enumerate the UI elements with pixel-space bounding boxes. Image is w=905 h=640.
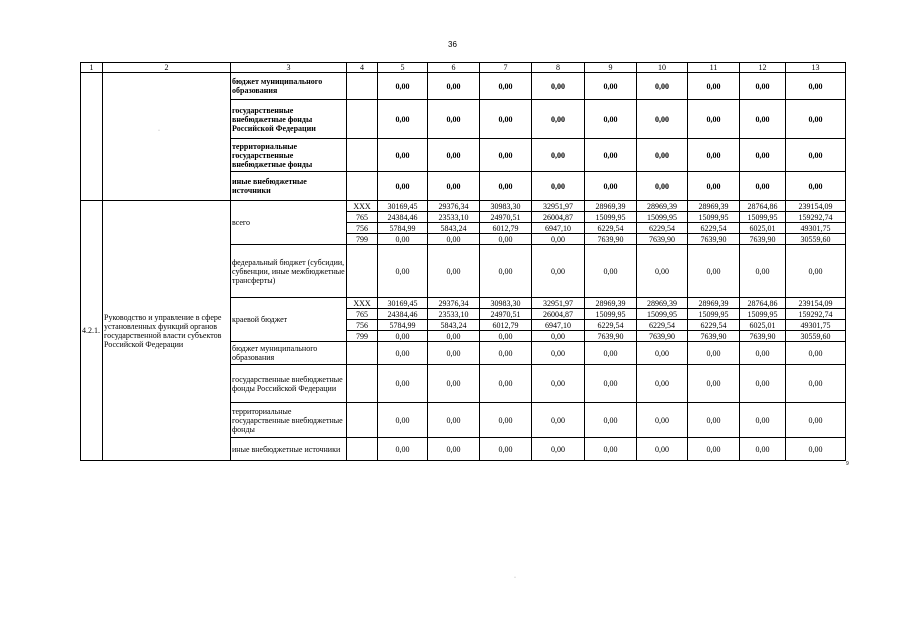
value-cell: 24970,51 [480, 309, 532, 320]
value-cell: 6947,10 [532, 320, 585, 331]
value-cell: 0,00 [688, 139, 740, 172]
funding-source: бюджет муниципального образования [231, 73, 347, 100]
code-cell: 765 [347, 212, 378, 223]
value-cell: 7639,90 [740, 331, 786, 342]
value-cell: 0,00 [740, 438, 786, 461]
column-header: 1 [81, 63, 103, 73]
value-cell: 32951,97 [532, 298, 585, 309]
value-cell: 0,00 [532, 172, 585, 201]
program-id: 4.2.1. [81, 201, 103, 461]
value-cell: 0,00 [585, 365, 637, 403]
value-cell: 6025,01 [740, 223, 786, 234]
value-cell: 5784,99 [378, 320, 428, 331]
column-header: 7 [480, 63, 532, 73]
value-cell: 0,00 [480, 100, 532, 139]
value-cell: 15099,95 [740, 309, 786, 320]
value-cell: 239154,09 [786, 201, 846, 212]
value-cell: 0,00 [740, 100, 786, 139]
value-cell: 239154,09 [786, 298, 846, 309]
value-cell: 0,00 [637, 365, 688, 403]
code-cell [347, 365, 378, 403]
value-cell: 0,00 [428, 438, 480, 461]
code-cell [347, 100, 378, 139]
value-cell: 0,00 [585, 403, 637, 438]
value-cell: 28969,39 [585, 298, 637, 309]
code-cell: 756 [347, 223, 378, 234]
funding-source: государственные внебюджетные фонды Российской Федерации [231, 365, 347, 403]
column-header: 2 [103, 63, 231, 73]
value-cell: 0,00 [786, 73, 846, 100]
value-cell: 0,00 [637, 438, 688, 461]
column-header: 4 [347, 63, 378, 73]
code-cell: 756 [347, 320, 378, 331]
value-cell: 7639,90 [740, 234, 786, 245]
value-cell: 30559,60 [786, 331, 846, 342]
column-header: 3 [231, 63, 347, 73]
value-cell: 0,00 [428, 403, 480, 438]
value-cell: 0,00 [480, 342, 532, 365]
value-cell: 7639,90 [585, 331, 637, 342]
value-cell: 159292,74 [786, 309, 846, 320]
value-cell: 0,00 [688, 403, 740, 438]
value-cell: 6229,54 [637, 223, 688, 234]
value-cell: 159292,74 [786, 212, 846, 223]
value-cell: 7639,90 [688, 234, 740, 245]
value-cell: 23533,10 [428, 309, 480, 320]
value-cell: 0,00 [532, 100, 585, 139]
value-cell: 0,00 [378, 331, 428, 342]
value-cell: 0,00 [480, 172, 532, 201]
funding-source: государственные внебюджетные фонды Российской Федерации [231, 100, 347, 139]
value-cell: 0,00 [378, 172, 428, 201]
funding-source: иные внебюджетные источники [231, 438, 347, 461]
value-cell: 0,00 [480, 73, 532, 100]
value-cell: 0,00 [428, 365, 480, 403]
value-cell: 0,00 [378, 245, 428, 298]
value-cell: 28969,39 [688, 201, 740, 212]
value-cell: 6229,54 [637, 320, 688, 331]
value-cell: 0,00 [378, 342, 428, 365]
value-cell: 0,00 [532, 245, 585, 298]
value-cell: 0,00 [688, 438, 740, 461]
value-cell: 26004,87 [532, 212, 585, 223]
value-cell: 0,00 [532, 331, 585, 342]
value-cell: 0,00 [786, 172, 846, 201]
value-cell: 6229,54 [585, 320, 637, 331]
value-cell: 15099,95 [740, 212, 786, 223]
value-cell: 0,00 [740, 139, 786, 172]
empty-cell [81, 73, 103, 201]
table-row [81, 73, 846, 100]
value-cell: 6229,54 [688, 223, 740, 234]
value-cell: 24970,51 [480, 212, 532, 223]
code-cell: 765 [347, 309, 378, 320]
value-cell: 0,00 [688, 245, 740, 298]
value-cell: 0,00 [585, 172, 637, 201]
value-cell: 29376,34 [428, 201, 480, 212]
value-cell: 28969,39 [688, 298, 740, 309]
value-cell: 0,00 [786, 245, 846, 298]
value-cell: 7639,90 [688, 331, 740, 342]
value-cell: 30169,45 [378, 298, 428, 309]
value-cell: 15099,95 [688, 309, 740, 320]
code-cell: XXX [347, 201, 378, 212]
value-cell: 0,00 [428, 73, 480, 100]
value-cell: 0,00 [786, 100, 846, 139]
code-cell [347, 139, 378, 172]
value-cell: 0,00 [637, 139, 688, 172]
value-cell: 28764,86 [740, 201, 786, 212]
value-cell: 0,00 [637, 100, 688, 139]
value-cell: 0,00 [740, 73, 786, 100]
code-cell: 799 [347, 331, 378, 342]
value-cell: 0,00 [585, 342, 637, 365]
value-cell: 6025,01 [740, 320, 786, 331]
code-cell [347, 172, 378, 201]
value-cell: 7639,90 [637, 234, 688, 245]
value-cell: 30559,60 [786, 234, 846, 245]
value-cell: 23533,10 [428, 212, 480, 223]
value-cell: 0,00 [428, 172, 480, 201]
column-header: 5 [378, 63, 428, 73]
scan-speck: · [158, 128, 160, 134]
value-cell: 0,00 [637, 73, 688, 100]
value-cell: 0,00 [480, 365, 532, 403]
funding-source: всего [231, 201, 347, 245]
value-cell: 0,00 [637, 245, 688, 298]
table-row [81, 201, 846, 212]
code-cell: XXX [347, 298, 378, 309]
value-cell: 6012,79 [480, 223, 532, 234]
value-cell: 24384,46 [378, 309, 428, 320]
column-header: 9 [585, 63, 637, 73]
column-header: 12 [740, 63, 786, 73]
value-cell: 6947,10 [532, 223, 585, 234]
value-cell: 0,00 [688, 100, 740, 139]
value-cell: 0,00 [585, 100, 637, 139]
value-cell: 7639,90 [585, 234, 637, 245]
value-cell: 0,00 [786, 403, 846, 438]
budget-table [80, 62, 846, 461]
value-cell: 26004,87 [532, 309, 585, 320]
code-cell [347, 438, 378, 461]
value-cell: 28764,86 [740, 298, 786, 309]
value-cell: 0,00 [480, 245, 532, 298]
value-cell: 0,00 [786, 438, 846, 461]
funding-source: иные внебюджетные источники [231, 172, 347, 201]
value-cell: 0,00 [688, 172, 740, 201]
value-cell: 0,00 [532, 139, 585, 172]
value-cell: 0,00 [688, 365, 740, 403]
value-cell: 0,00 [428, 245, 480, 298]
value-cell: 0,00 [480, 331, 532, 342]
value-cell: 28969,39 [637, 201, 688, 212]
value-cell: 0,00 [532, 403, 585, 438]
value-cell: 24384,46 [378, 212, 428, 223]
value-cell: 15099,95 [585, 212, 637, 223]
value-cell: 0,00 [585, 438, 637, 461]
funding-source: территориальные государственные внебюджетные фонды [231, 139, 347, 172]
funding-source: федеральный бюджет (субсидии, субвенции, иные межбюджетные трансферты) [231, 245, 347, 298]
column-header: 8 [532, 63, 585, 73]
value-cell: 0,00 [378, 365, 428, 403]
corner-mark: 9 [846, 461, 849, 467]
header-row [81, 63, 846, 73]
value-cell: 0,00 [428, 100, 480, 139]
value-cell: 30983,30 [480, 298, 532, 309]
code-cell [347, 403, 378, 438]
funding-source: краевой бюджет [231, 298, 347, 342]
value-cell: 0,00 [532, 342, 585, 365]
value-cell: 29376,34 [428, 298, 480, 309]
value-cell: 0,00 [786, 139, 846, 172]
value-cell: 30169,45 [378, 201, 428, 212]
value-cell: 32951,97 [532, 201, 585, 212]
value-cell: 49301,75 [786, 320, 846, 331]
value-cell: 0,00 [786, 342, 846, 365]
value-cell: 0,00 [740, 342, 786, 365]
funding-source: бюджет муниципального образования [231, 342, 347, 365]
code-cell: 799 [347, 234, 378, 245]
value-cell: 15099,95 [585, 309, 637, 320]
value-cell: 0,00 [480, 139, 532, 172]
value-cell: 0,00 [786, 365, 846, 403]
value-cell: 0,00 [480, 403, 532, 438]
value-cell: 0,00 [637, 342, 688, 365]
value-cell: 0,00 [532, 234, 585, 245]
value-cell: 0,00 [428, 139, 480, 172]
value-cell: 15099,95 [637, 309, 688, 320]
value-cell: 0,00 [428, 342, 480, 365]
value-cell: 28969,39 [585, 201, 637, 212]
value-cell: 5843,24 [428, 223, 480, 234]
value-cell: 28969,39 [637, 298, 688, 309]
column-header: 11 [688, 63, 740, 73]
value-cell: 0,00 [480, 438, 532, 461]
value-cell: 0,00 [688, 73, 740, 100]
page-number: 36 [448, 40, 457, 49]
value-cell: 6012,79 [480, 320, 532, 331]
value-cell: 0,00 [378, 438, 428, 461]
code-cell [347, 73, 378, 100]
empty-cell [103, 73, 231, 201]
value-cell: 0,00 [740, 403, 786, 438]
funding-source: территориальные государственные внебюджетные фонды [231, 403, 347, 438]
value-cell: 15099,95 [637, 212, 688, 223]
value-cell: 0,00 [378, 234, 428, 245]
value-cell: 0,00 [480, 234, 532, 245]
value-cell: 0,00 [637, 172, 688, 201]
scan-speck: · [514, 575, 516, 581]
value-cell: 0,00 [740, 172, 786, 201]
value-cell: 0,00 [532, 365, 585, 403]
value-cell: 0,00 [740, 365, 786, 403]
value-cell: 0,00 [688, 342, 740, 365]
value-cell: 0,00 [532, 73, 585, 100]
value-cell: 5784,99 [378, 223, 428, 234]
column-header: 6 [428, 63, 480, 73]
value-cell: 49301,75 [786, 223, 846, 234]
value-cell: 0,00 [378, 139, 428, 172]
value-cell: 15099,95 [688, 212, 740, 223]
program-title: Руководство и управление в сфере установленных функций органов государственной власти субъектов Российской Федерации [103, 201, 231, 461]
column-header: 13 [786, 63, 846, 73]
value-cell: 0,00 [585, 139, 637, 172]
value-cell: 0,00 [378, 403, 428, 438]
value-cell: 6229,54 [585, 223, 637, 234]
code-cell [347, 342, 378, 365]
value-cell: 7639,90 [637, 331, 688, 342]
value-cell: 0,00 [428, 234, 480, 245]
value-cell: 0,00 [428, 331, 480, 342]
code-cell [347, 245, 378, 298]
column-header: 10 [637, 63, 688, 73]
value-cell: 0,00 [532, 438, 585, 461]
value-cell: 5843,24 [428, 320, 480, 331]
value-cell: 0,00 [378, 73, 428, 100]
value-cell: 0,00 [378, 100, 428, 139]
value-cell: 30983,30 [480, 201, 532, 212]
value-cell: 0,00 [637, 403, 688, 438]
value-cell: 0,00 [585, 245, 637, 298]
value-cell: 0,00 [585, 73, 637, 100]
value-cell: 0,00 [740, 245, 786, 298]
value-cell: 6229,54 [688, 320, 740, 331]
